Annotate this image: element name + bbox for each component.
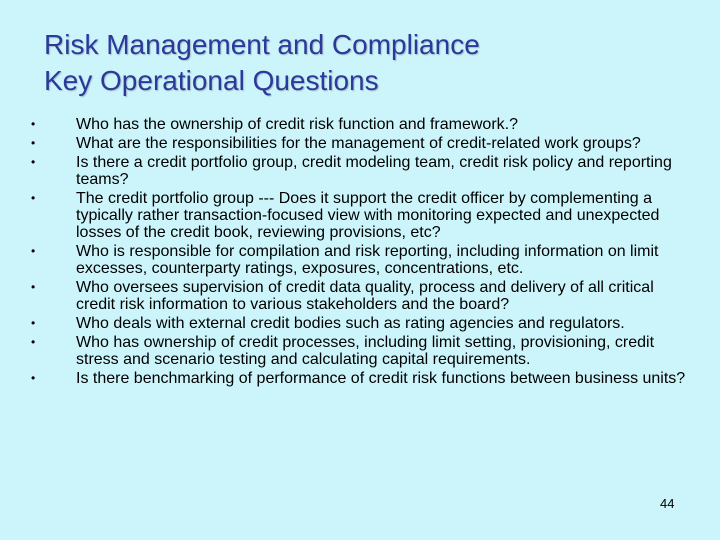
bullet-text: Is there a credit portfolio group, credit modeling team, credit risk policy and reporting teams? — [76, 154, 672, 188]
bullet-text: Who is responsible for compilation and risk reporting, including information on limit excesses, counterparty ratings, exposures, concentrations, etc. — [76, 243, 659, 277]
bullet-text: Who oversees supervision of credit data quality, process and delivery of all critical credit risk information to various stakeholders and the board? — [76, 279, 654, 313]
bullet-item — [26, 334, 686, 368]
slide-title-line-2: Key Operational Questions — [44, 65, 379, 96]
bullet-icon: • — [31, 244, 36, 258]
slide-title-line-1: Risk Management and Compliance — [44, 29, 480, 60]
bullet-item — [26, 116, 686, 133]
bullet-icon: • — [31, 191, 36, 205]
page-number: 44 — [660, 496, 675, 511]
bullet-text: Who has the ownership of credit risk function and framework.? — [76, 116, 518, 133]
bullet-list — [26, 116, 686, 389]
bullet-icon: • — [31, 335, 36, 349]
bullet-text: What are the responsibilities for the management of credit-related work groups? — [76, 135, 641, 152]
bullet-item — [26, 154, 686, 188]
bullet-item — [26, 370, 686, 387]
bullet-icon: • — [31, 155, 36, 169]
slide-title — [44, 27, 684, 99]
bullet-icon: • — [31, 316, 36, 330]
bullet-item — [26, 279, 686, 313]
bullet-icon: • — [31, 371, 36, 385]
bullet-text: The credit portfolio group --- Does it support the credit officer by complementing a typically rather transaction-focused view with monitoring expected and unexpected losses of the credit book, reviewing provisions, etc? — [76, 190, 660, 241]
bullet-item — [26, 135, 686, 152]
bullet-text: Who has ownership of credit processes, including limit setting, provisioning, credit stress and scenario testing and calculating capital requirements. — [76, 334, 655, 368]
bullet-item — [26, 190, 686, 241]
bullet-text: Is there benchmarking of performance of credit risk functions between business units? — [76, 370, 686, 387]
bullet-icon: • — [31, 117, 36, 131]
bullet-item — [26, 315, 686, 332]
bullet-item — [26, 243, 686, 277]
bullet-icon: • — [31, 280, 36, 294]
bullet-icon: • — [31, 136, 36, 150]
bullet-text: Who deals with external credit bodies such as rating agencies and regulators. — [76, 315, 625, 332]
